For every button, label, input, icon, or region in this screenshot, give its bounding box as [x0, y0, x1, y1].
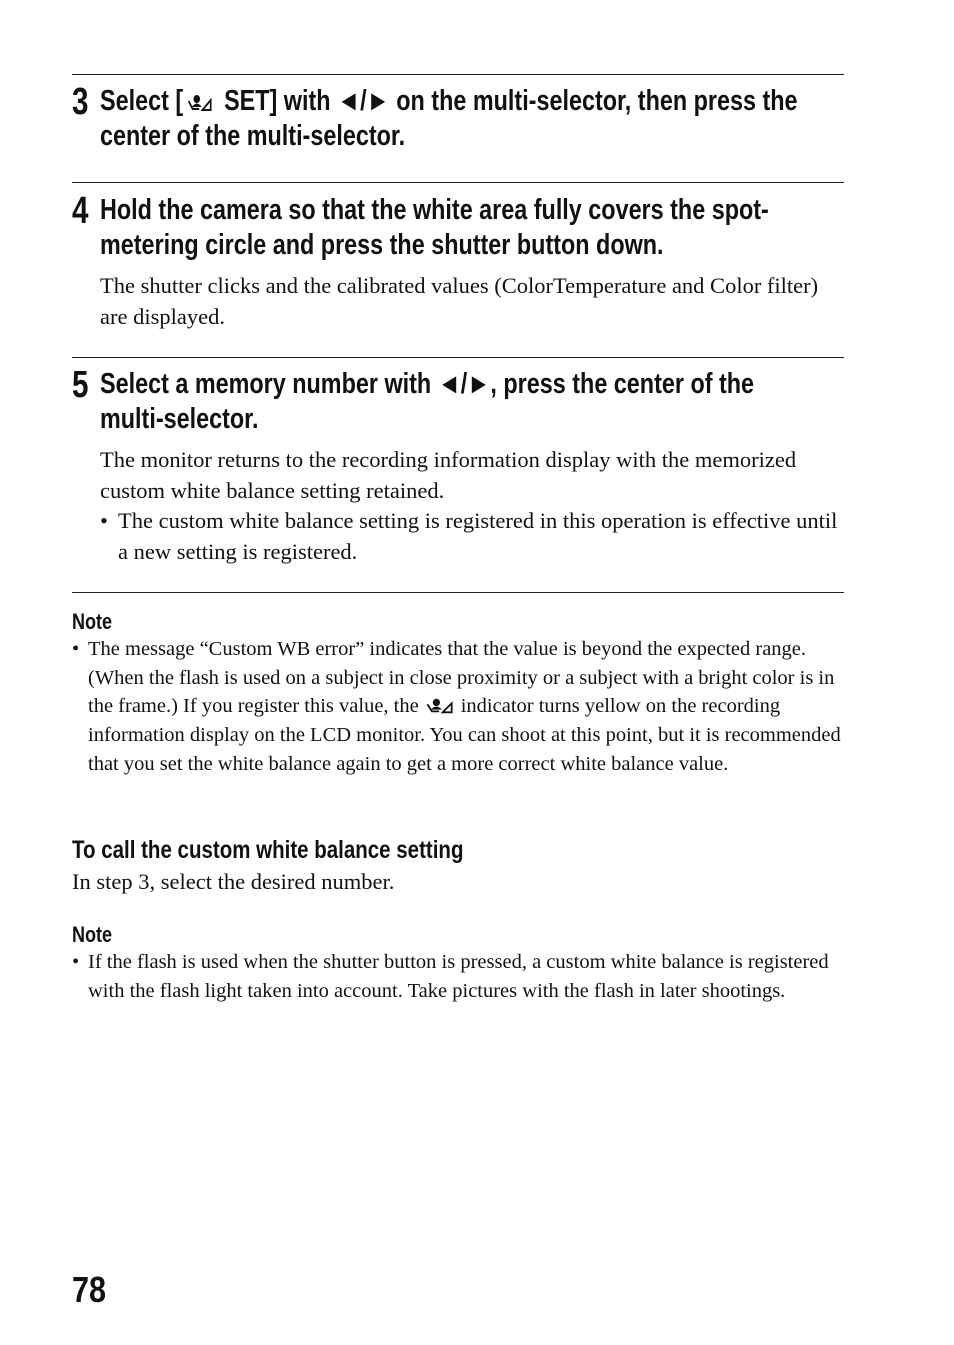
step-3	[72, 81, 852, 154]
custom-white-balance-icon	[425, 697, 455, 715]
section-text: In step 3, select the desired number.	[72, 869, 395, 894]
step-number: 5	[72, 364, 89, 406]
divider-step-5	[72, 357, 844, 358]
bullet-item: • The custom white balance setting is registered in this operation is effective until a new setting is registered.	[100, 506, 850, 567]
note-title: Note	[72, 922, 113, 947]
step-number: 4	[72, 190, 89, 232]
divider-notes	[72, 592, 844, 593]
step-description: The monitor returns to the recording information display with the memorized custom white balance setting retained.	[100, 447, 797, 503]
bullet-marker: •	[72, 951, 80, 973]
step-heading: Select a memory number with ◄/►, press the center of the multi-selector.	[100, 368, 755, 435]
note-text: • The message “Custom WB error” indicates that the value is beyond the expected range. (When the flash is used on a subject in close proximity or a subject with a bright color is in the frame.) If you register this value, the indicator turns yellow on the recording information display on the LCD monitor. You can shoot at this point, but it is recommended that you set the white balance again to get a more correct white balance value.	[72, 635, 844, 779]
page-number: 78	[72, 1269, 107, 1310]
custom-white-balance-icon	[188, 93, 213, 113]
step-heading: Select [ SET] with ◄/► on the multi-selector, then press the center of the multi-selector.	[100, 85, 798, 152]
step-5	[72, 364, 852, 567]
divider-step-4	[72, 182, 844, 183]
step-description: The shutter clicks and the calibrated values (ColorTemperature and Color filter) are displayed.	[100, 273, 819, 329]
step-heading: Hold the camera so that the white area fully covers the spot- metering circle and press the shutter button down.	[100, 194, 769, 261]
divider-top	[72, 74, 844, 75]
step-4	[72, 190, 852, 332]
step-number: 3	[72, 81, 89, 123]
section-heading: To call the custom white balance setting	[72, 836, 464, 864]
bullet-marker: •	[100, 508, 108, 533]
note-title: Note	[72, 609, 113, 634]
note-text: • If the flash is used when the shutter button is pressed, a custom white balance is registered with the flash light taken into account. Take pictures with the flash in later shootings.	[72, 948, 844, 1005]
bullet-marker: •	[72, 638, 80, 660]
